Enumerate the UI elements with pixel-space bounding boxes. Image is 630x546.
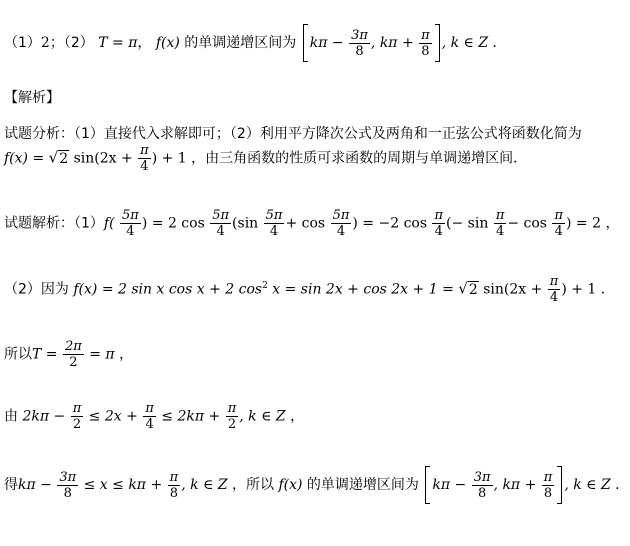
function-symbol: f(x) <box>155 35 180 51</box>
T-eq: T = <box>32 346 62 363</box>
numerator: 5π <box>332 208 350 223</box>
right-bracket <box>435 24 440 62</box>
denominator: 4 <box>126 224 135 239</box>
interval-description: 的单调递增区间为 <box>302 477 419 493</box>
period-line <box>4 339 133 370</box>
analysis-formula <box>4 143 527 174</box>
denominator: 4 <box>336 224 346 239</box>
denominator: 4 <box>495 224 505 239</box>
period-mark: ． <box>596 281 615 298</box>
denominator: 8 <box>477 485 487 501</box>
k-in-z: , k ∈ Z <box>564 477 611 493</box>
ineq-c: ≤ 2kπ + <box>156 408 221 425</box>
numerator: π <box>434 208 444 223</box>
denominator: 2 <box>69 355 78 370</box>
denominator: 8 <box>355 43 364 59</box>
numerator: 3π <box>473 469 491 485</box>
section-title: 【解析】 <box>4 90 60 106</box>
fraction-5pi-4 <box>210 208 231 239</box>
denominator: 4 <box>434 224 443 239</box>
comma: ， <box>601 215 620 232</box>
denominator: 4 <box>140 159 149 174</box>
k-pi-plus: , kπ + <box>493 477 537 493</box>
fraction-5pi-4 <box>331 208 352 239</box>
part1-prefix: （1） <box>4 35 41 51</box>
final-c: , k ∈ Z <box>181 477 228 493</box>
period-mark: ． <box>610 477 630 493</box>
solution-part1 <box>4 208 619 239</box>
final-b: ≤ x ≤ kπ + <box>79 477 163 493</box>
final-mid: ，所以 <box>227 477 275 493</box>
numerator: 3π <box>59 469 77 485</box>
denominator: 8 <box>169 485 179 501</box>
left-bracket <box>303 24 308 62</box>
tail: ) + 1 <box>561 281 597 298</box>
final-line <box>4 466 629 504</box>
k-pi-plus: , kπ + <box>370 35 414 51</box>
expansion-1: f(x) = 2 sin x cos x + 2 cos <box>73 281 263 298</box>
k-pi-minus: kπ − <box>432 477 467 493</box>
sin-open: (sin <box>232 215 259 232</box>
denominator: 4 <box>145 417 154 432</box>
numerator: π <box>421 27 430 43</box>
fraction-3pi-8 <box>57 470 78 501</box>
period-label: 所以 <box>4 346 32 363</box>
eq-2: ) = 2 <box>566 215 601 232</box>
numerator: π <box>72 401 82 416</box>
numerator: 3π <box>351 27 368 43</box>
tail: ) + 1 <box>151 150 187 167</box>
expansion-2: x = sin 2x + cos 2x + 1 = <box>267 281 459 298</box>
minus-cos: − cos <box>507 215 547 232</box>
fraction-pi-8 <box>542 470 555 501</box>
ineq-label: 由 <box>4 408 18 425</box>
fraction-pi-4 <box>548 274 561 305</box>
numerator: π <box>169 469 179 485</box>
fraction-2pi-2 <box>63 339 84 370</box>
fraction-pi-8 <box>419 28 432 59</box>
fraction-5pi-4 <box>120 208 141 239</box>
fraction-pi-4 <box>552 208 565 239</box>
ineq-a: 2kπ − <box>22 408 66 425</box>
fraction-pi-4 <box>138 143 151 174</box>
comma: ， <box>285 408 305 425</box>
denominator: 2 <box>72 417 82 432</box>
denominator: 4 <box>549 290 559 305</box>
numerator: 5π <box>212 208 230 223</box>
numerator: π <box>145 401 154 416</box>
analysis-rest: ，由三角函数的性质可求函数的周期与单调递增区间． <box>186 150 528 167</box>
right-bracket <box>557 466 562 504</box>
numerator: π <box>495 208 505 223</box>
eq-pi: = π <box>84 346 115 363</box>
final-label: 得 <box>4 477 18 493</box>
sqrt-value: 2 <box>59 150 69 167</box>
numerator: π <box>543 469 553 485</box>
f-open: f( <box>103 215 115 232</box>
comma: ， <box>137 35 152 51</box>
k-pi-minus: kπ − <box>309 35 344 51</box>
fraction-pi-4 <box>432 208 445 239</box>
final-a: kπ − <box>18 477 52 493</box>
denominator: 8 <box>543 485 553 501</box>
denominator: 8 <box>421 43 430 59</box>
numerator: 2π <box>64 339 82 354</box>
period-equation: T = π <box>98 35 138 51</box>
sqrt-sign: √ <box>458 279 468 298</box>
sqrt-sign: √ <box>48 148 59 167</box>
numerator: π <box>227 401 237 416</box>
inequality-line <box>4 401 304 432</box>
sin-part: sin(2x + <box>73 150 133 167</box>
eq-2cos: ) = 2 cos <box>141 215 205 232</box>
k-in-z: , k ∈ Z <box>441 35 489 51</box>
answer1: 2 <box>40 35 50 51</box>
neg-sin: (− sin <box>446 215 489 232</box>
fraction-pi-4 <box>143 401 156 432</box>
interval-description: 的单调递增区间为 <box>179 35 297 51</box>
ineq-b: ≤ 2x + <box>84 408 138 425</box>
numerator: 5π <box>122 208 139 223</box>
analysis-text: 试题分析：（1）直接代入求解即可；（2）利用平方降次公式及两角和一正弦公式将函数化简为 <box>4 126 582 142</box>
eq-neg: ) = −2 cos <box>352 215 428 232</box>
fraction-3pi-8 <box>472 470 493 501</box>
fraction-3pi-8 <box>349 28 370 59</box>
fraction-pi-8 <box>168 470 181 501</box>
function-symbol: f(x) <box>278 477 303 493</box>
fraction-pi-2 <box>71 401 84 432</box>
f-lhs: f(x) = <box>4 150 49 167</box>
numerator: π <box>140 143 149 158</box>
denominator: 4 <box>554 224 563 239</box>
answer-line <box>4 24 507 62</box>
fraction-5pi-4 <box>264 208 285 239</box>
comma: ， <box>114 346 134 363</box>
denominator: 2 <box>227 417 237 432</box>
numerator: π <box>549 274 559 289</box>
fraction-pi-4 <box>494 208 507 239</box>
sin-part: sin(2x + <box>483 281 543 298</box>
numerator: π <box>554 208 563 223</box>
denominator: 4 <box>216 224 225 239</box>
period-mark: ． <box>488 35 507 51</box>
left-bracket <box>425 466 430 504</box>
solution-label: 试题解析：（1） <box>4 215 104 232</box>
ineq-d: , k ∈ Z <box>239 408 286 425</box>
denominator: 4 <box>269 224 279 239</box>
part2-prefix: ；（2） <box>49 35 94 51</box>
exponent: 2 <box>262 280 268 291</box>
denominator: 8 <box>63 485 72 501</box>
numerator: 5π <box>265 208 283 223</box>
fraction-pi-2 <box>226 401 239 432</box>
solution-part2 <box>4 274 615 305</box>
sqrt-value: 2 <box>468 281 478 298</box>
solution2-label: （2）因为 <box>4 281 69 298</box>
plus-cos: + cos <box>285 215 326 232</box>
